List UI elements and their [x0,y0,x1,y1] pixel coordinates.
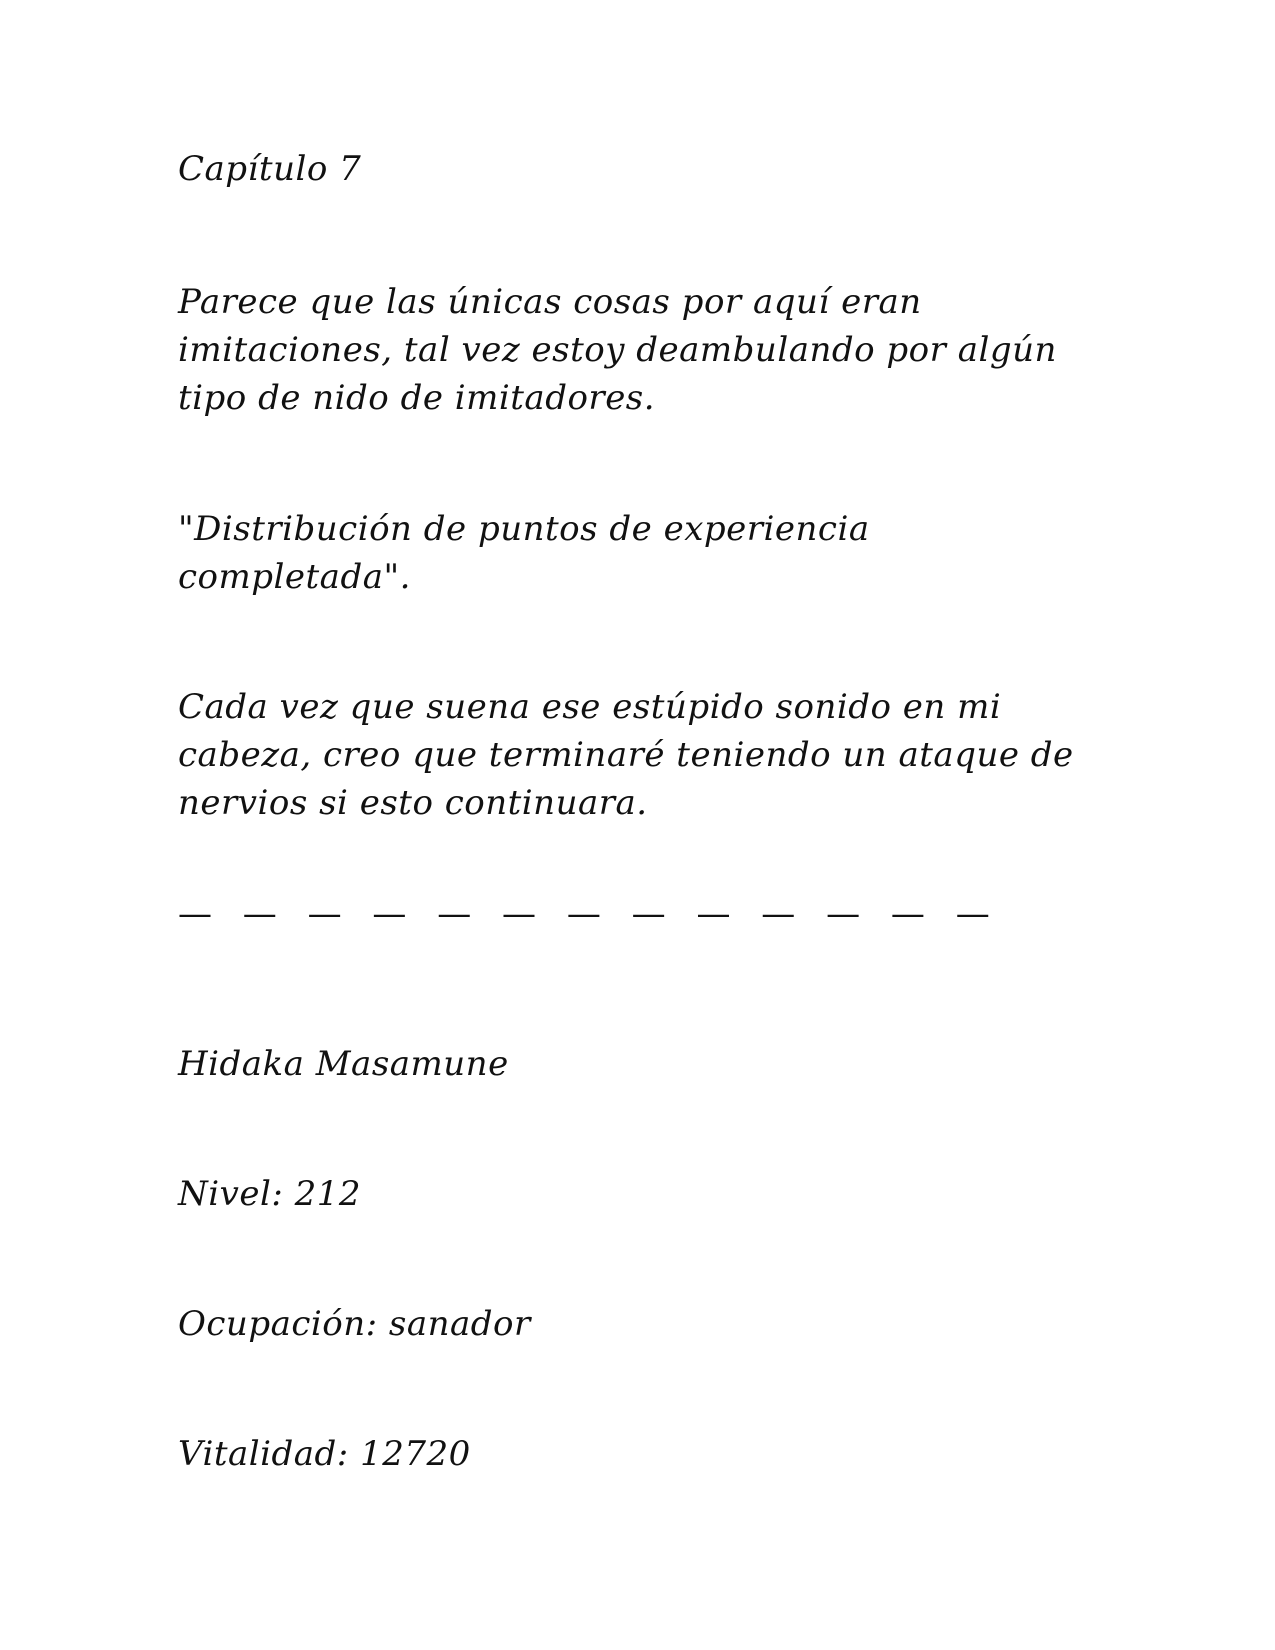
paragraph-1: Parece que las únicas cosas por aquí eran imitaciones, tal vez estoy deambulando por algún tipo de nido de imitadores. [178,282,1057,418]
status-level: Nivel: 212 [178,1174,361,1214]
status-name: Hidaka Masamune [178,1044,509,1084]
chapter-title: Capítulo 7 [178,149,362,189]
status-occupation: Ocupación: sanador [178,1304,531,1344]
section-divider: — — — — — — — — — — — — — [178,894,1000,934]
status-vitality: Vitalidad: 12720 [178,1434,471,1474]
paragraph-2: "Distribución de puntos de experiencia completada". [178,509,870,597]
paragraph-3: Cada vez que suena ese estúpido sonido en mi cabeza, creo que terminaré teniendo un ataque de nervios si esto continuara. [178,687,1074,823]
